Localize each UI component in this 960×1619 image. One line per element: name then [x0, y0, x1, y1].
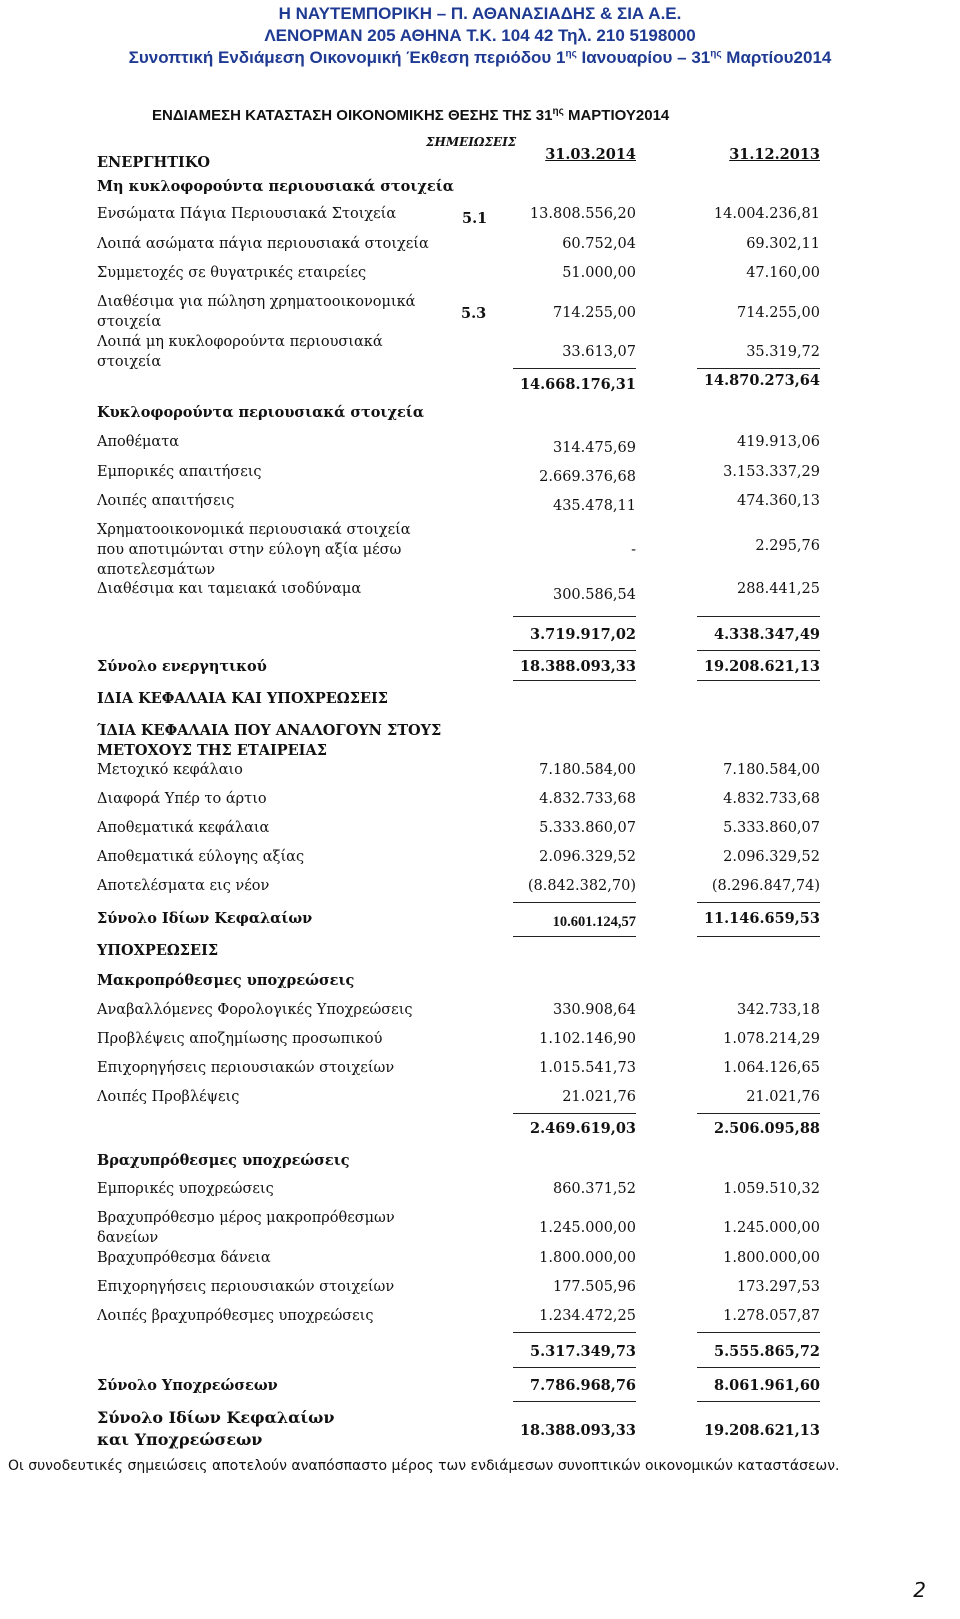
total-liabilities-2013: 8.061.961,60	[714, 1377, 820, 1394]
row-value-2013: 21.021,76	[746, 1089, 820, 1105]
total-liabilities-2014: 7.786.968,76	[530, 1377, 636, 1394]
noncurrent-assets-heading: Μη κυκλοφορούντα περιουσιακά στοιχεία	[97, 178, 454, 195]
total-line	[513, 936, 636, 937]
row-note: 5.3	[461, 305, 487, 322]
row-value-2014: 60.752,04	[562, 236, 636, 252]
total-line	[697, 936, 820, 937]
total-line	[513, 1401, 636, 1402]
row-value-2013: 4.832.733,68	[723, 791, 820, 807]
row-value-2014: 860.371,52	[552, 1181, 636, 1197]
row-value-2013: 1.059.510,32	[723, 1181, 820, 1197]
row-label-cont: στοιχεία	[97, 354, 162, 370]
row-label: Λοιπές απαιτήσεις	[97, 493, 235, 509]
grand-total-2013: 19.208.621,13	[703, 1422, 820, 1439]
row-value-2013: 35.319,72	[746, 344, 820, 360]
current-total-2013: 4.338.347,49	[714, 626, 820, 643]
subtotal-line	[697, 1332, 820, 1333]
current-assets-heading: Κυκλοφορούντα περιουσιακά στοιχεία	[97, 404, 424, 421]
grand-total-label-cont: και Υποχρεώσεων	[97, 1430, 263, 1449]
row-label: Αναβαλλόμενες Φορολογικές Υποχρεώσεις	[97, 1002, 413, 1018]
total-line	[697, 680, 820, 681]
row-label: Διαφορά Υπέρ το άρτιο	[97, 791, 267, 807]
row-value-2014: 435.478,11	[552, 498, 636, 514]
column-header-2013: 31.12.2013	[729, 146, 820, 163]
row-value-2013: 14.004.236,81	[713, 206, 820, 222]
subtotal-line	[697, 1113, 820, 1114]
row-value-2014: (8.842.382,70)	[527, 878, 636, 894]
row-label-cont: που αποτιμώνται στην εύλογη αξία μέσω	[97, 542, 402, 558]
row-label: Διαθέσιμα και ταμειακά ισοδύναμα	[97, 581, 362, 597]
row-value-2014: 1.245.000,00	[539, 1220, 636, 1236]
row-value-2014: 1.015.541,73	[539, 1060, 636, 1076]
report-title: Συνοπτική Ενδιάμεση Οικονομική Έκθεση περιόδου $1^{\eta\varsigma}$ Ιανουαρίου – $31^{\eta\varsigma}$ Μαρτίου2014	[128, 48, 832, 67]
row-value-2014: 4.832.733,68	[539, 791, 636, 807]
noncurrent-total-2013: 14.870.273,64	[703, 372, 820, 389]
row-label: Αποθεματικά εύλογης αξίας	[97, 849, 305, 865]
row-value-2014: 33.613,07	[562, 344, 636, 360]
company-name: Η ΝΑΥΤΕΜΠΟΡΙΚΗ – Π. ΑΘΑΝΑΣΙΑΔΗΣ & ΣΙΑ Α.Ε.	[278, 4, 682, 23]
subtotal-line	[513, 1113, 636, 1114]
row-value-2014: 51.000,00	[562, 265, 636, 281]
total-assets-label: Σύνολο ενεργητικού	[97, 658, 267, 675]
subtotal-line	[697, 368, 820, 369]
row-value-2014: 1.102.146,90	[539, 1031, 636, 1047]
row-value-2014: 314.475,69	[552, 440, 636, 456]
row-label: Επιχορηγήσεις περιουσιακών στοιχείων	[97, 1060, 395, 1076]
row-value-2013: 2.096.329,52	[723, 849, 820, 865]
long-term-total-2014: 2.469.619,03	[530, 1120, 636, 1137]
row-value-2014: 177.505,96	[552, 1279, 636, 1295]
row-value-2013: 7.180.584,00	[723, 762, 820, 778]
long-term-total-2013: 2.506.095,88	[714, 1120, 820, 1137]
row-value-2014: 1.800.000,00	[539, 1250, 636, 1266]
total-line	[513, 680, 636, 681]
row-value-2014: 300.586,54	[552, 587, 636, 603]
notes-column-header: ΣΗΜΕΙΩΣΕΙΣ	[426, 135, 517, 149]
row-note: 5.1	[462, 210, 488, 227]
subtotal-line	[513, 902, 636, 903]
row-label: Χρηματοοικονομικά περιουσιακά στοιχεία	[97, 522, 411, 538]
subtotal-line	[513, 616, 636, 617]
row-value-2013: 474.360,13	[736, 493, 820, 509]
row-label: Συμμετοχές σε θυγατρικές εταιρείες	[97, 265, 367, 281]
row-label: Λοιπά ασώματα πάγια περιουσιακά στοιχεία	[97, 236, 429, 252]
row-value-2013: 5.333.860,07	[723, 820, 820, 836]
total-line	[697, 1367, 820, 1368]
assets-heading: ΕΝΕΡΓΗΤΙΚΟ	[97, 154, 211, 171]
row-value-2014: 1.234.472,25	[539, 1308, 636, 1324]
row-label: Λοιπές Προβλέψεις	[97, 1089, 240, 1105]
short-term-heading: Βραχυπρόθεσμες υποχρεώσεις	[97, 1152, 350, 1169]
equity-subheading: ΊΔΙΑ ΚΕΦΑΛΑΙΑ ΠΟΥ ΑΝΑΛΟΓΟΥΝ ΣΤΟΥΣ	[97, 722, 442, 739]
grand-total-label: Σύνολο Ιδίων Κεφαλαίων	[97, 1408, 335, 1427]
column-header-2014: 31.03.2014	[545, 146, 636, 163]
row-value-2013: 1.078.214,29	[723, 1031, 820, 1047]
long-term-heading: Μακροπρόθεσμες υποχρεώσεις	[97, 972, 355, 989]
equity-liabilities-heading: ΙΔΙΑ ΚΕΦΑΛΑΙΑ ΚΑΙ ΥΠΟΧΡΕΩΣΕΙΣ	[97, 690, 389, 707]
subtotal-line	[697, 902, 820, 903]
total-equity-2013: 11.146.659,53	[703, 910, 820, 927]
row-value-2014: 5.333.860,07	[539, 820, 636, 836]
row-label: Εμπορικές υποχρεώσεις	[97, 1181, 274, 1197]
row-value-2013: 342.733,18	[736, 1002, 820, 1018]
row-value-2013: 419.913,06	[736, 434, 820, 450]
row-value-2014: 7.180.584,00	[539, 762, 636, 778]
row-label: Εμπορικές απαιτήσεις	[97, 464, 262, 480]
row-label: Αποτελέσματα εις νέον	[97, 878, 270, 894]
row-label-cont: στοιχεία	[97, 314, 162, 330]
row-value-2014: 330.908,64	[552, 1002, 636, 1018]
row-value-2014: 13.808.556,20	[529, 206, 636, 222]
page-number: 2	[913, 1578, 926, 1602]
row-label: Βραχυπρόθεσμα δάνεια	[97, 1250, 271, 1266]
row-label: Λοιπές βραχυπρόθεσμες υποχρεώσεις	[97, 1308, 374, 1324]
row-label: Προβλέψεις αποζημίωσης προσωπικού	[97, 1031, 383, 1047]
row-label: Επιχορηγήσεις περιουσιακών στοιχείων	[97, 1279, 395, 1295]
row-value-2013: 1.064.126,65	[723, 1060, 820, 1076]
total-equity-label: Σύνολο Ιδίων Κεφαλαίων	[97, 910, 313, 927]
total-assets-2013: 19.208.621,13	[703, 658, 820, 675]
equity-subheading-cont: ΜΕΤΟΧΟΥΣ ΤΗΣ ΕΤΑΙΡΕΙΑΣ	[97, 742, 327, 759]
current-total-2014: 3.719.917,02	[530, 626, 636, 643]
row-value-2013: 69.302,11	[746, 236, 820, 252]
total-assets-2014: 18.388.093,33	[519, 658, 636, 675]
subtotal-line	[513, 1332, 636, 1333]
footer-note: Οι συνοδευτικές σημειώσεις αποτελούν αναπόσπαστο μέρος των ενδιάμεσων συνοπτικών οικονομικών καταστάσεων.	[8, 1458, 840, 1474]
row-value-2013: 1.245.000,00	[723, 1220, 820, 1236]
row-label: Αποθέματα	[97, 434, 180, 450]
row-label-cont: αποτελεσμάτων	[97, 562, 216, 578]
row-label: Αποθεματικά κεφάλαια	[97, 820, 270, 836]
subtotal-line	[697, 616, 820, 617]
total-liabilities-label: Σύνολο Υποχρεώσεων	[97, 1377, 278, 1394]
row-value-2013: 3.153.337,29	[723, 464, 820, 480]
company-address: ΛΕΝΟΡΜΑΝ 205 ΑΘΗΝΑ Τ.Κ. 104 42 Τηλ. 210 5198000	[264, 26, 696, 45]
total-line	[697, 1401, 820, 1402]
row-value-2014: 714.255,00	[552, 305, 636, 321]
noncurrent-total-2014: 14.668.176,31	[519, 376, 636, 393]
row-label: Λοιπά μη κυκλοφορούντα περιουσιακά	[97, 334, 383, 350]
row-label: Βραχυπρόθεσμο μέρος μακροπρόθεσμων	[97, 1210, 395, 1226]
row-value-2013: 1.278.057,87	[723, 1308, 820, 1324]
row-value-2013: 714.255,00	[736, 305, 820, 321]
row-value-2014: 21.021,76	[562, 1089, 636, 1105]
row-value-2013: 1.800.000,00	[723, 1250, 820, 1266]
row-value-2013: 173.297,53	[736, 1279, 820, 1295]
total-line	[513, 650, 636, 651]
grand-total-2014: 18.388.093,33	[519, 1422, 636, 1439]
short-term-total-2014: 5.317.349,73	[530, 1343, 636, 1360]
total-equity-2014: 10.601.124,57	[552, 914, 636, 930]
row-label: Ενσώματα Πάγια Περιουσιακά Στοιχεία	[97, 206, 397, 222]
row-label-cont: δανείων	[97, 1230, 159, 1246]
row-value-2014: 2.669.376,68	[539, 469, 636, 485]
total-line	[513, 1367, 636, 1368]
subtotal-line	[513, 368, 636, 369]
row-label: Διαθέσιμα για πώληση χρηματοοικονομικά	[97, 294, 416, 310]
row-value-2013: 288.441,25	[736, 581, 820, 597]
row-value-2014: -	[631, 542, 636, 558]
liabilities-heading: ΥΠΟΧΡΕΩΣΕΙΣ	[97, 942, 219, 959]
short-term-total-2013: 5.555.865,72	[714, 1343, 820, 1360]
row-value-2013: (8.296.847,74)	[711, 878, 820, 894]
row-value-2013: 2.295,76	[755, 538, 820, 554]
row-label: Μετοχικό κεφάλαιο	[97, 762, 243, 778]
row-value-2014: 2.096.329,52	[539, 849, 636, 865]
statement-title: ΕΝΔΙΑΜΕΣΗ ΚΑΤΑΣΤΑΣΗ ΟΙΚΟΝΟΜΙΚΗΣ ΘΕΣΗΣ ΤΗΣ $31^{\eta\varsigma}$ ΜΑΡΤΙΟΥ2014	[152, 106, 670, 124]
total-line	[697, 650, 820, 651]
row-value-2013: 47.160,00	[746, 265, 820, 281]
